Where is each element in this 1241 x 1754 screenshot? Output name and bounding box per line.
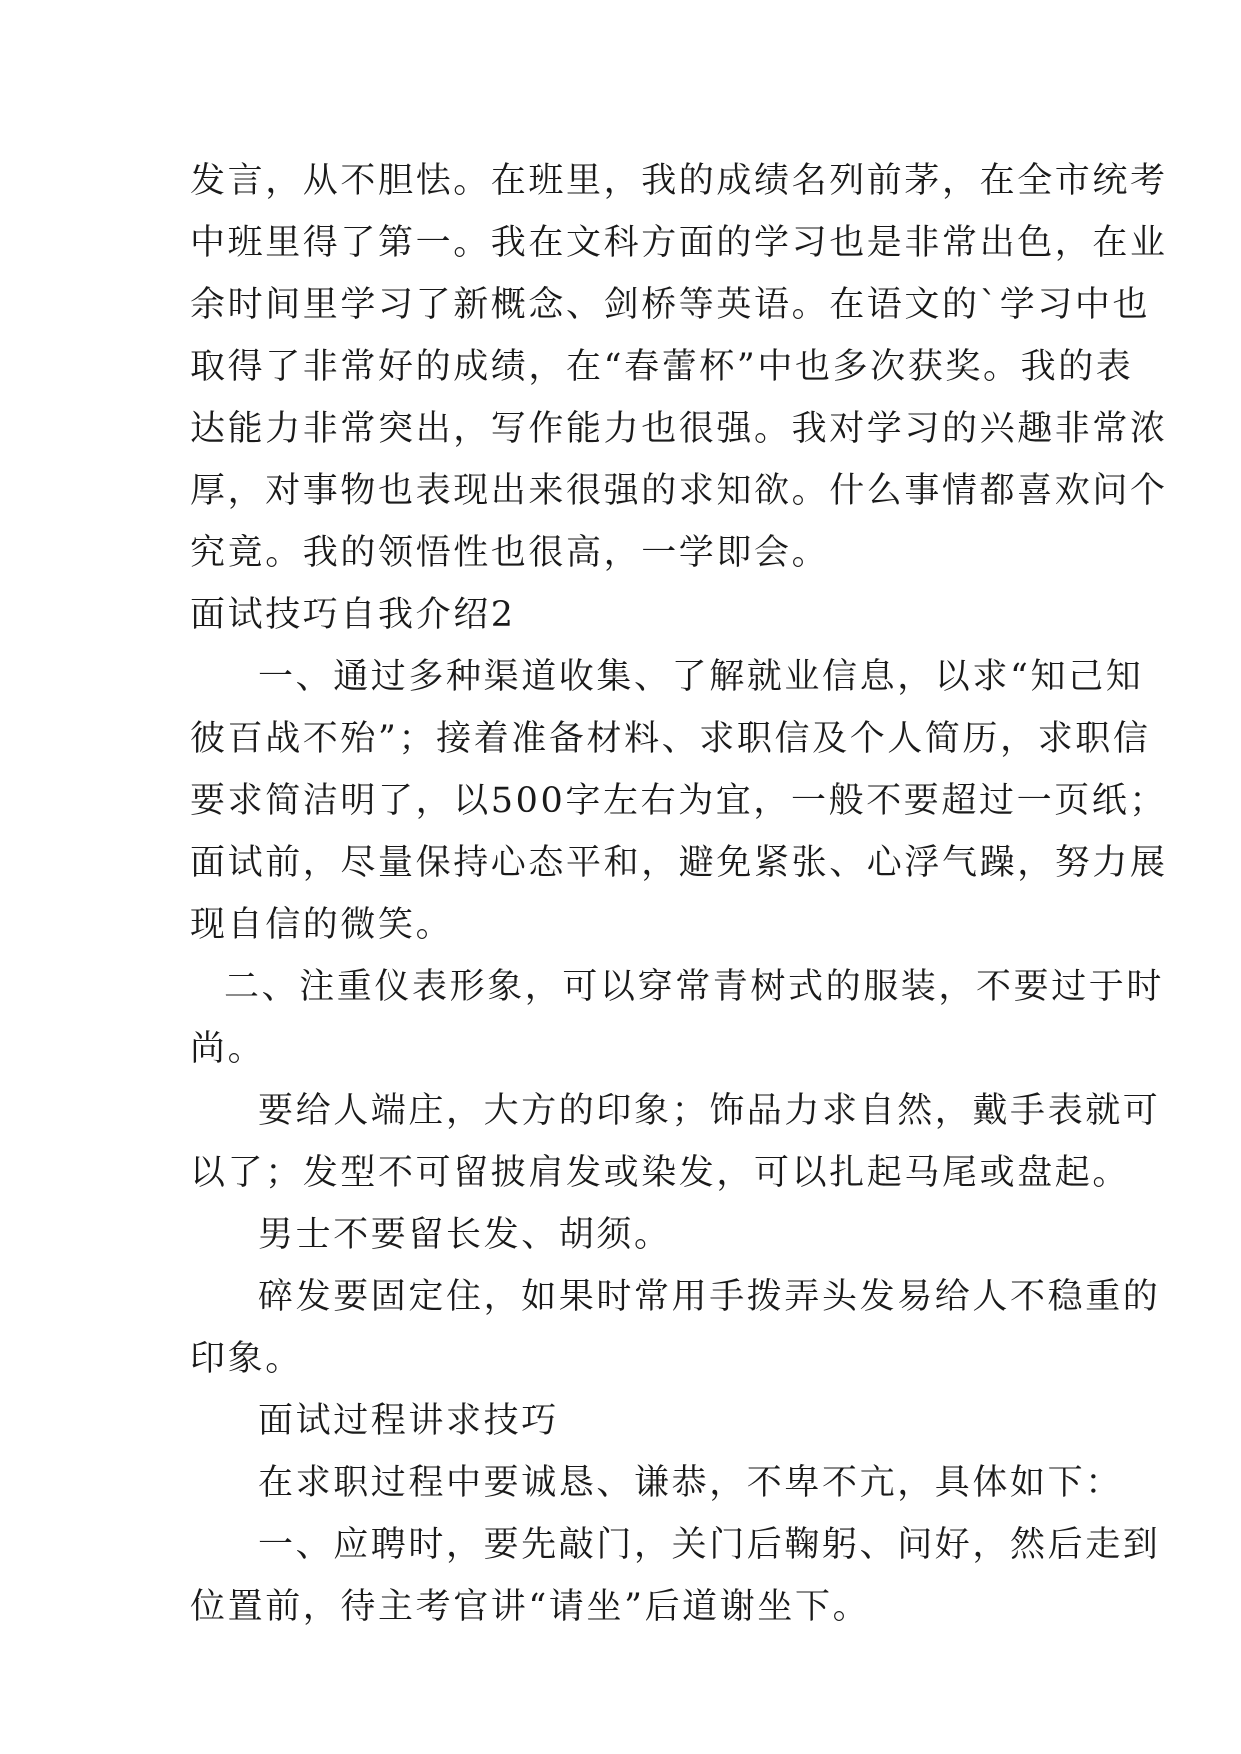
text-line: 彼百战不殆”；接着准备材料、求职信及个人简历，求职信 — [190, 719, 1151, 759]
text-line: 以了；发型不可留披肩发或染发，可以扎起马尾或盘起。 — [190, 1153, 1131, 1193]
text-line: 位置前，待主考官讲“请坐”后道谢坐下。 — [190, 1587, 871, 1627]
text-line: 取得了非常好的成绩，在“春蕾杯”中也多次获奖。我的表 — [190, 347, 1134, 387]
text-line: 厚，对事物也表现出来很强的求知欲。什么事情都喜欢问个 — [190, 471, 1168, 511]
text-line: 达能力非常突出，写作能力也很强。我对学习的兴趣非常浓 — [190, 409, 1168, 449]
text-line: 余时间里学习了新概念、剑桥等英语。在语文的`学习中也 — [190, 285, 1151, 325]
text-line: 尚。 — [190, 1029, 266, 1069]
text-line: 印象。 — [190, 1339, 303, 1379]
text-line: 现自信的微笑。 — [190, 905, 454, 945]
text-line: 面试前，尽量保持心态平和，避免紧张、心浮气躁，努力展 — [190, 843, 1168, 883]
text-line: 碎发要固定住，如果时常用手拨弄头发易给人不稳重的 — [258, 1277, 1161, 1317]
text-line: 二、注重仪表形象，可以穿常青树式的服装，不要过于时 — [224, 967, 1165, 1007]
text-line: 一、应聘时，要先敲门，关门后鞠躬、问好，然后走到 — [258, 1525, 1161, 1565]
text-line: 中班里得了第一。我在文科方面的学习也是非常出色，在业 — [190, 223, 1168, 263]
subheading: 面试过程讲求技巧 — [258, 1401, 559, 1441]
text-line: 一、通过多种渠道收集、了解就业信息，以求“知己知 — [258, 657, 1144, 697]
text-line: 发言，从不胆怯。在班里，我的成绩名列前茅，在全市统考 — [190, 161, 1168, 201]
text-line: 男士不要留长发、胡须。 — [258, 1215, 672, 1255]
section-heading: 面试技巧自我介绍2 — [190, 595, 516, 635]
text-line: 要给人端庄，大方的印象；饰品力求自然，戴手表就可 — [258, 1091, 1161, 1131]
text-line: 在求职过程中要诚恳、谦恭，不卑不亢，具体如下： — [258, 1463, 1123, 1503]
text-line: 要求简洁明了，以500字左右为宜，一般不要超过一页纸； — [190, 781, 1168, 821]
text-line: 究竟。我的领悟性也很高，一学即会。 — [190, 533, 830, 573]
